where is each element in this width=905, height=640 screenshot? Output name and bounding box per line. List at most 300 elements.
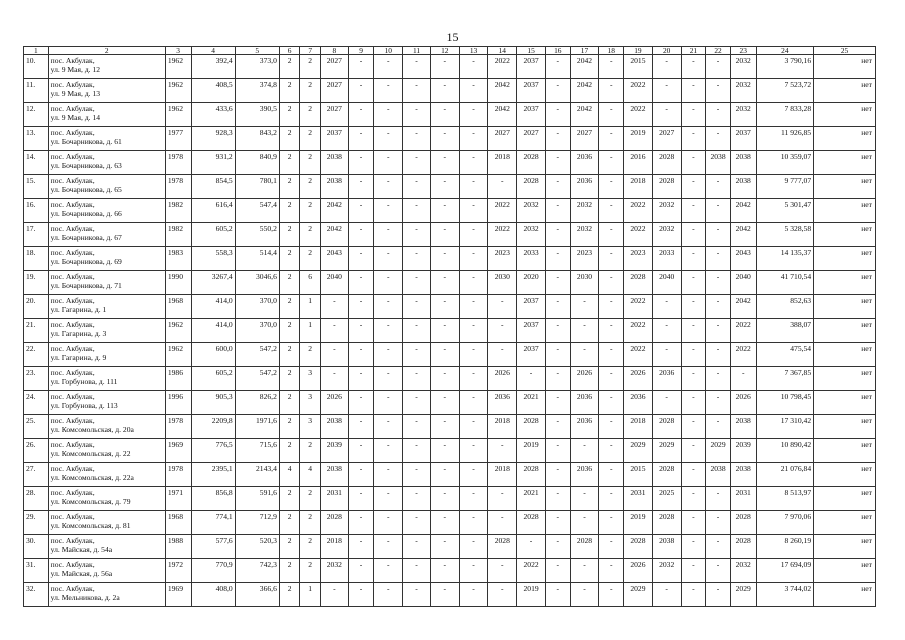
table-cell: 3 744,02	[756, 583, 814, 607]
table-cell: 2042	[570, 55, 599, 79]
table-cell: -	[706, 271, 731, 295]
table-cell: 2	[300, 175, 321, 199]
table-cell: -	[403, 247, 431, 271]
table-cell: -	[545, 271, 570, 295]
table-cell: 826,2	[235, 391, 279, 415]
table-cell: -	[430, 79, 459, 103]
table-cell: -	[430, 511, 459, 535]
table-cell: 742,3	[235, 559, 279, 583]
table-cell: -	[599, 55, 624, 79]
table-cell: -	[348, 319, 374, 343]
table-cell: 1968	[165, 295, 191, 319]
table-cell: 2032	[730, 55, 756, 79]
table-cell: -	[348, 79, 374, 103]
table-cell: -	[403, 559, 431, 583]
column-number-cell: 7	[300, 47, 321, 55]
table-row	[24, 175, 876, 199]
column-number-cell: 5	[235, 47, 279, 55]
table-cell: -	[374, 535, 403, 559]
table-cell: 2028	[652, 151, 681, 175]
column-number-cell: 1	[24, 47, 49, 55]
address-cell	[48, 583, 165, 607]
table-cell: -	[599, 271, 624, 295]
table-cell: 2019	[517, 439, 546, 463]
table-cell: 2037	[517, 295, 546, 319]
table-cell: -	[459, 127, 488, 151]
table-cell: -	[374, 511, 403, 535]
table-cell: 616,4	[191, 199, 235, 223]
table-cell: 514,4	[235, 247, 279, 271]
table-cell: -	[570, 319, 599, 343]
table-cell: 854,5	[191, 175, 235, 199]
table-cell: -	[403, 199, 431, 223]
table-cell: -	[430, 295, 459, 319]
table-cell: 5 301,47	[756, 199, 814, 223]
table-cell: -	[681, 343, 706, 367]
table-cell: -	[374, 319, 403, 343]
table-cell: -	[570, 583, 599, 607]
table-cell: 2023	[488, 247, 517, 271]
address-cell	[48, 463, 165, 487]
row-number: 11.	[24, 79, 49, 103]
table-cell: 905,3	[191, 391, 235, 415]
table-cell: -	[599, 295, 624, 319]
table-cell: -	[320, 367, 348, 391]
address-locality: пос. Акбулак,	[50, 56, 95, 65]
table-cell: 2032	[517, 199, 546, 223]
table-cell: -	[403, 511, 431, 535]
table-cell: 7 523,72	[756, 79, 814, 103]
address-cell	[48, 559, 165, 583]
table-cell: -	[545, 415, 570, 439]
table-cell: -	[599, 223, 624, 247]
table-cell: 4	[279, 463, 300, 487]
address-street: ул. Комсомольская, д. 22	[50, 448, 131, 458]
table-cell: 2022	[488, 199, 517, 223]
address-street: ул. Комсомольская, д. 22а	[50, 472, 134, 482]
table-cell: 1	[300, 319, 321, 343]
table-cell: -	[681, 511, 706, 535]
table-cell: -	[488, 559, 517, 583]
table-cell: -	[545, 391, 570, 415]
table-cell: -	[430, 319, 459, 343]
table-cell: 2	[279, 367, 300, 391]
table-cell: -	[652, 319, 681, 343]
table-cell: -	[652, 391, 681, 415]
table-cell: 1982	[165, 199, 191, 223]
address-street: ул. Майская, д. 56а	[50, 568, 113, 578]
table-cell: 780,1	[235, 175, 279, 199]
table-cell: -	[681, 583, 706, 607]
address-street: ул. Бочарникова, д. 63	[50, 160, 122, 170]
table-cell: 2	[300, 151, 321, 175]
table-cell: -	[374, 175, 403, 199]
table-cell: -	[652, 343, 681, 367]
table-cell: 414,0	[191, 295, 235, 319]
table-cell: 2026	[488, 367, 517, 391]
table-cell: -	[403, 415, 431, 439]
table-cell: 2018	[624, 415, 653, 439]
table-cell: 2022	[488, 223, 517, 247]
address-cell	[48, 55, 165, 79]
table-cell: 17 310,42	[756, 415, 814, 439]
table-cell: -	[706, 391, 731, 415]
table-cell: 2039	[730, 439, 756, 463]
address-cell	[48, 391, 165, 415]
table-cell: 2036	[570, 391, 599, 415]
column-number-cell: 20	[652, 47, 681, 55]
table-cell: -	[320, 295, 348, 319]
address-cell	[48, 487, 165, 511]
table-cell: 2039	[320, 439, 348, 463]
table-cell: -	[681, 103, 706, 127]
table-cell: 2028	[624, 271, 653, 295]
table-cell: 928,3	[191, 127, 235, 151]
address-cell	[48, 343, 165, 367]
table-cell: -	[374, 199, 403, 223]
address-street: ул. Майская, д. 54а	[50, 544, 113, 554]
table-cell: 2016	[624, 151, 653, 175]
table-cell: нет	[814, 583, 876, 607]
table-cell: 2023	[570, 247, 599, 271]
table-cell: 373,0	[235, 55, 279, 79]
table-cell: 2025	[652, 487, 681, 511]
table-cell: 2029	[652, 439, 681, 463]
table-cell: -	[545, 199, 570, 223]
table-cell: -	[706, 511, 731, 535]
table-cell: 390,5	[235, 103, 279, 127]
table-cell: 2026	[624, 559, 653, 583]
table-cell: -	[374, 583, 403, 607]
table-cell: нет	[814, 271, 876, 295]
table-cell: 2032	[570, 223, 599, 247]
table-cell: -	[599, 439, 624, 463]
table-cell: 1971,6	[235, 415, 279, 439]
table-cell: -	[430, 247, 459, 271]
table-cell: -	[430, 271, 459, 295]
table-cell: -	[430, 223, 459, 247]
table-row	[24, 415, 876, 439]
table-cell: -	[545, 535, 570, 559]
table-cell: -	[374, 415, 403, 439]
table-cell: 2022	[624, 319, 653, 343]
table-cell: 366,6	[235, 583, 279, 607]
table-cell: 10 890,42	[756, 439, 814, 463]
table-cell: 2042	[488, 79, 517, 103]
table-cell: -	[403, 127, 431, 151]
table-cell: -	[599, 247, 624, 271]
table-cell: 2018	[488, 463, 517, 487]
table-cell: 2033	[652, 247, 681, 271]
table-cell: нет	[814, 343, 876, 367]
table-cell: 2	[300, 439, 321, 463]
page-number: 15	[446, 30, 459, 44]
table-cell: -	[681, 271, 706, 295]
table-cell: -	[459, 535, 488, 559]
table-cell: -	[706, 295, 731, 319]
table-cell: 1978	[165, 175, 191, 199]
table-cell: -	[403, 175, 431, 199]
table-cell: нет	[814, 511, 876, 535]
table-cell: 2032	[652, 223, 681, 247]
table-cell: 1990	[165, 271, 191, 295]
table-row	[24, 55, 876, 79]
table-cell: -	[652, 55, 681, 79]
table-cell: -	[348, 223, 374, 247]
table-cell: 2030	[570, 271, 599, 295]
table-row	[24, 151, 876, 175]
table-cell: -	[430, 583, 459, 607]
address-street: ул. Бочарникова, д. 69	[50, 256, 122, 266]
table-cell: 2	[300, 55, 321, 79]
table-cell: -	[681, 223, 706, 247]
table-cell: -	[545, 79, 570, 103]
column-number-cell: 22	[706, 47, 731, 55]
table-cell: -	[403, 79, 431, 103]
table-cell: 2	[300, 535, 321, 559]
table-cell: 7 367,85	[756, 367, 814, 391]
table-cell: -	[545, 127, 570, 151]
table-cell: 2015	[624, 55, 653, 79]
table-cell: 2037	[517, 343, 546, 367]
table-cell: 2028	[517, 175, 546, 199]
table-cell: -	[430, 151, 459, 175]
table-cell: 2042	[730, 223, 756, 247]
column-number-cell: 24	[756, 47, 814, 55]
table-cell: 2020	[517, 271, 546, 295]
table-cell: 2036	[488, 391, 517, 415]
row-number: 19.	[24, 271, 49, 295]
table-cell: 1972	[165, 559, 191, 583]
table-cell: 774,1	[191, 511, 235, 535]
table-cell: 1969	[165, 583, 191, 607]
table-row	[24, 391, 876, 415]
table-cell: -	[348, 103, 374, 127]
table-cell: 3	[300, 391, 321, 415]
table-cell: -	[348, 391, 374, 415]
table-cell: 2040	[320, 271, 348, 295]
table-cell: 2033	[517, 247, 546, 271]
table-cell: 2028	[517, 511, 546, 535]
table-cell: 3267,4	[191, 271, 235, 295]
table-cell: -	[459, 415, 488, 439]
table-cell: -	[374, 391, 403, 415]
table-cell: 1962	[165, 55, 191, 79]
table-cell: 1988	[165, 535, 191, 559]
table-cell: -	[374, 439, 403, 463]
table-cell: -	[545, 319, 570, 343]
table-cell: -	[706, 223, 731, 247]
table-cell: 2	[300, 487, 321, 511]
row-number: 27.	[24, 463, 49, 487]
table-cell: -	[430, 103, 459, 127]
table-cell: -	[459, 583, 488, 607]
address-locality: пос. Акбулак,	[50, 224, 95, 233]
table-cell: -	[681, 319, 706, 343]
table-cell: 843,2	[235, 127, 279, 151]
table-cell: -	[403, 295, 431, 319]
table-cell: 9 777,07	[756, 175, 814, 199]
address-street: ул. Бочарникова, д. 67	[50, 232, 122, 242]
table-cell: -	[430, 55, 459, 79]
table-cell: 605,2	[191, 367, 235, 391]
table-cell: 2029	[706, 439, 731, 463]
address-cell	[48, 199, 165, 223]
column-number-cell: 17	[570, 47, 599, 55]
table-cell: 2	[279, 271, 300, 295]
table-cell: -	[374, 223, 403, 247]
table-cell: 547,2	[235, 343, 279, 367]
table-row	[24, 583, 876, 607]
table-cell: нет	[814, 415, 876, 439]
row-number: 17.	[24, 223, 49, 247]
table-cell: -	[488, 295, 517, 319]
column-number-cell: 18	[599, 47, 624, 55]
table-cell: -	[545, 343, 570, 367]
table-row	[24, 559, 876, 583]
table-cell: -	[545, 511, 570, 535]
column-number-row	[24, 47, 876, 55]
table-cell: -	[570, 343, 599, 367]
address-street: ул. Мельникова, д. 2а	[50, 592, 120, 602]
table-cell: -	[706, 487, 731, 511]
column-number-cell: 15	[517, 47, 546, 55]
table-cell: 2	[300, 103, 321, 127]
table-cell: 2	[300, 127, 321, 151]
table-cell: 2	[300, 511, 321, 535]
table-cell: -	[545, 55, 570, 79]
table-cell: 2027	[652, 127, 681, 151]
table-cell: 2043	[730, 247, 756, 271]
table-cell: -	[403, 343, 431, 367]
address-cell	[48, 319, 165, 343]
table-cell: 776,5	[191, 439, 235, 463]
address-street: ул. Бочарникова, д. 71	[50, 280, 122, 290]
table-cell: нет	[814, 247, 876, 271]
table-cell: 2032	[730, 103, 756, 127]
table-cell: -	[545, 151, 570, 175]
table-cell: 2028	[320, 511, 348, 535]
column-number-cell: 6	[279, 47, 300, 55]
table-cell: 2032	[652, 199, 681, 223]
address-locality: пос. Акбулак,	[50, 320, 95, 329]
column-number-cell: 10	[374, 47, 403, 55]
table-cell: -	[403, 583, 431, 607]
table-cell: 591,6	[235, 487, 279, 511]
table-cell: -	[430, 391, 459, 415]
table-cell: -	[706, 367, 731, 391]
table-cell: 2030	[488, 271, 517, 295]
table-cell: 2042	[570, 103, 599, 127]
table-cell: 2021	[517, 487, 546, 511]
table-cell: 2	[279, 487, 300, 511]
table-row	[24, 199, 876, 223]
table-cell: -	[545, 487, 570, 511]
table-cell: -	[403, 55, 431, 79]
table-cell: 520,3	[235, 535, 279, 559]
table-cell: -	[430, 343, 459, 367]
table-cell: -	[599, 79, 624, 103]
table-cell: 2038	[320, 463, 348, 487]
table-cell: 2026	[320, 391, 348, 415]
table-cell: 2027	[320, 55, 348, 79]
table-cell: -	[570, 295, 599, 319]
table-cell: 2038	[730, 151, 756, 175]
table-cell: -	[348, 439, 374, 463]
table-cell: -	[430, 559, 459, 583]
address-locality: пос. Акбулак,	[50, 536, 95, 545]
table-cell: -	[459, 559, 488, 583]
table-cell: -	[348, 487, 374, 511]
table-cell: нет	[814, 391, 876, 415]
column-number-cell: 4	[191, 47, 235, 55]
column-number-cell: 3	[165, 47, 191, 55]
table-cell: 2022	[624, 223, 653, 247]
table-cell: 2027	[488, 127, 517, 151]
table-cell: 2027	[570, 127, 599, 151]
table-cell: нет	[814, 103, 876, 127]
address-cell	[48, 295, 165, 319]
table-cell: 1	[300, 583, 321, 607]
row-number: 12.	[24, 103, 49, 127]
table-cell: -	[430, 175, 459, 199]
table-cell: 2032	[730, 79, 756, 103]
table-cell: -	[599, 391, 624, 415]
table-cell: -	[706, 199, 731, 223]
row-number: 30.	[24, 535, 49, 559]
address-cell	[48, 79, 165, 103]
table-cell: -	[599, 415, 624, 439]
table-cell: -	[681, 295, 706, 319]
table-cell: 2028	[730, 535, 756, 559]
table-cell: -	[320, 583, 348, 607]
table-cell: -	[459, 319, 488, 343]
table-cell: -	[570, 511, 599, 535]
address-street: ул. Комсомольская, д. 81	[50, 520, 131, 530]
table-cell: 2038	[730, 463, 756, 487]
table-cell: 770,9	[191, 559, 235, 583]
table-cell: 2028	[517, 415, 546, 439]
column-number-cell: 11	[403, 47, 431, 55]
table-cell: нет	[814, 319, 876, 343]
row-number: 10.	[24, 55, 49, 79]
table-cell: -	[403, 151, 431, 175]
address-locality: пос. Акбулак,	[50, 272, 95, 281]
table-cell: 2	[279, 559, 300, 583]
table-cell: 370,0	[235, 319, 279, 343]
table-cell: 10 798,45	[756, 391, 814, 415]
table-cell: -	[348, 559, 374, 583]
table-cell: -	[681, 535, 706, 559]
table-cell: -	[459, 367, 488, 391]
table-cell: 2031	[320, 487, 348, 511]
row-number: 29.	[24, 511, 49, 535]
table-cell: -	[459, 295, 488, 319]
table-cell: 2395,1	[191, 463, 235, 487]
table-cell: -	[348, 367, 374, 391]
table-cell: 2042	[730, 199, 756, 223]
address-cell	[48, 415, 165, 439]
table-cell: -	[348, 151, 374, 175]
address-street: ул. Комсомольская, д. 79	[50, 496, 131, 506]
table-cell: 2040	[652, 271, 681, 295]
address-cell	[48, 367, 165, 391]
row-number: 26.	[24, 439, 49, 463]
table-cell: -	[681, 559, 706, 583]
table-cell: -	[459, 55, 488, 79]
address-cell	[48, 535, 165, 559]
table-cell: -	[403, 223, 431, 247]
